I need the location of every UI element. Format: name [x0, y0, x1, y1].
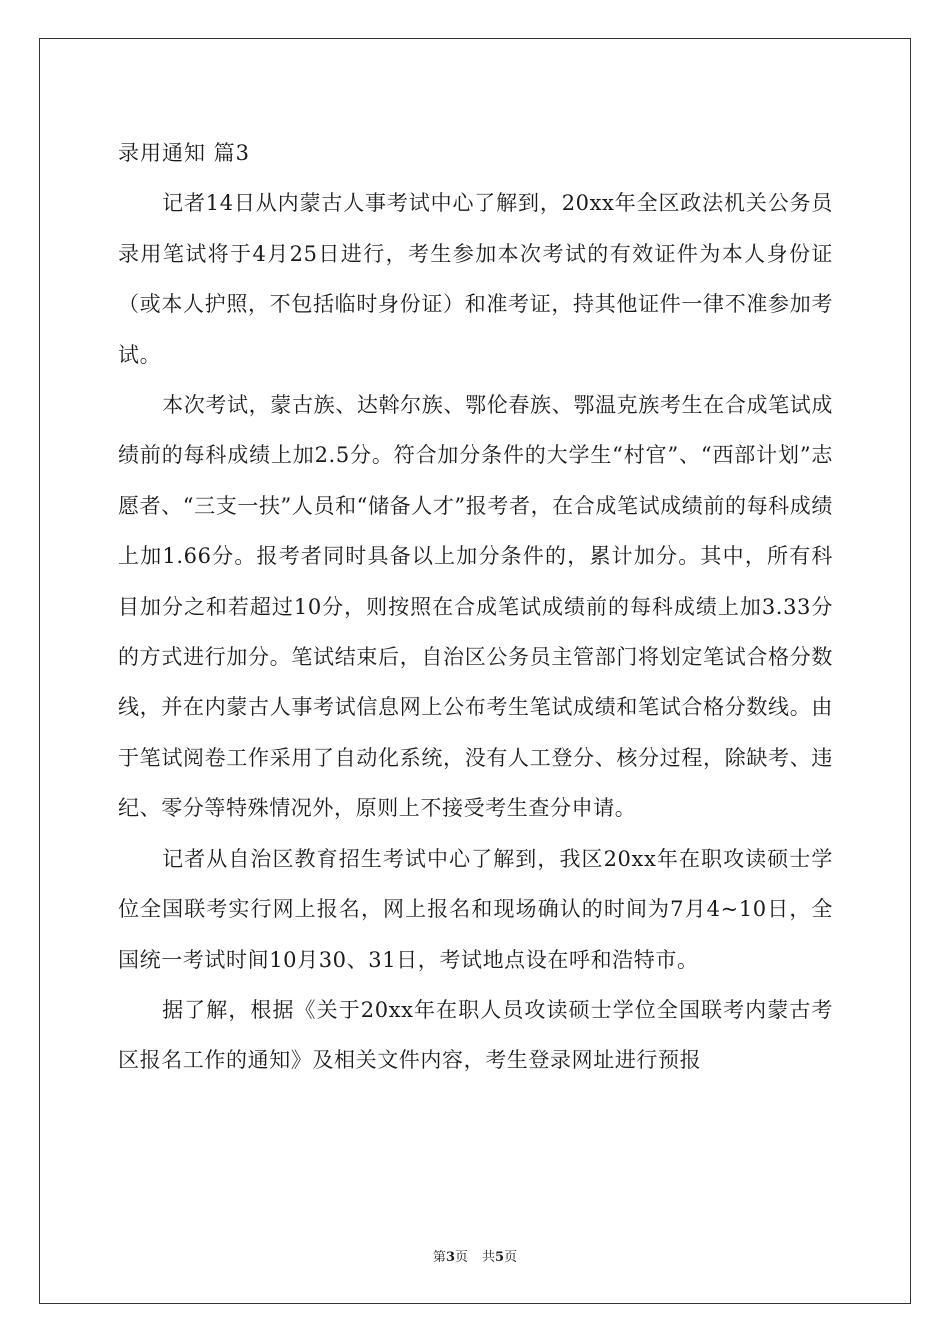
total-prefix: 共 [482, 1250, 496, 1265]
total-suffix: 页 [504, 1250, 518, 1265]
paragraph-1: 记者14日从内蒙古人事考试中心了解到，20xx年全区政法机关公务员录用笔试将于4月25日进行，考生参加本次考试的有效证件为本人身份证（或本人护照，不包括临时身份证）和准考证，持其他证件一律不准参加考试。 [118, 191, 833, 367]
section-title: 录用通知 篇3 [118, 141, 251, 165]
page-suffix: 页 [454, 1250, 468, 1265]
paragraph-2: 本次考试，蒙古族、达斡尔族、鄂伦春族、鄂温克族考生在合成笔试成绩前的每科成绩上加2.5分。符合加分条件的大学生“村官”、“西部计划”志愿者、“三支一扶”人员和“储备人才”报考者，在合成笔试成绩前的每科成绩上加1.66分。报考者同时具备以上加分条件的，累计加分。其中，所有科目加分之和若超过10分，则按照在合成笔试成绩前的每科成绩上加3.33分的方式进行加分。笔试结束后，自治区公务员主管部门将划定笔试合格分数线，并在内蒙古人事考试信息网上公布考生笔试成绩和笔试合格分数线。由于笔试阅卷工作采用了自动化系统，没有人工登分、核分过程，除缺考、违纪、零分等特殊情况外，原则上不接受考生查分申请。 [118, 393, 833, 821]
paragraph-4: 据了解，根据《关于20xx年在职人员攻读硕士学位全国联考内蒙古考区报名工作的通知》及相关文件内容，考生登录网址进行预报 [118, 997, 833, 1073]
paragraph-3: 记者从自治区教育招生考试中心了解到，我区20xx年在职攻读硕士学位全国联考实行网上报名，网上报名和现场确认的时间为7月4~10日，全国统一考试时间10月30、31日，考试地点设在呼和浩特市。 [118, 846, 833, 972]
page-total: 5 [495, 1250, 505, 1265]
page-footer [0, 1246, 950, 1265]
page-current: 3 [445, 1250, 455, 1265]
document-body [118, 128, 833, 1086]
page-prefix: 第 [432, 1250, 446, 1265]
